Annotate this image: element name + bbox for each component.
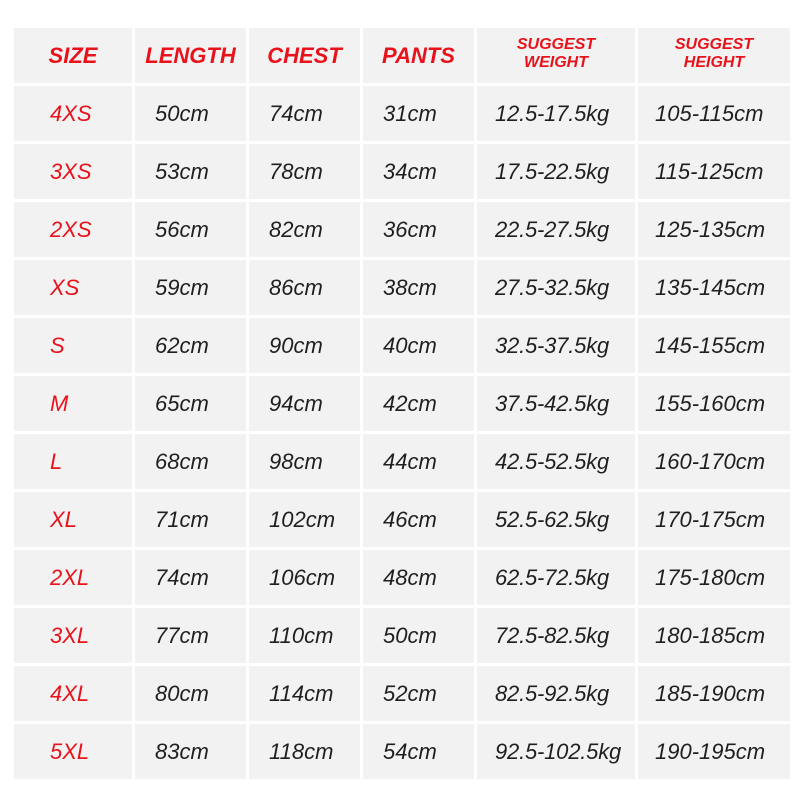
- pants-cell: 40cm: [363, 318, 474, 373]
- header-suggest-height-line2: HEIGHT: [683, 53, 745, 71]
- pants-cell: 52cm: [363, 666, 474, 721]
- length-cell: 77cm: [135, 608, 246, 663]
- header-suggest-height: [638, 28, 790, 83]
- chest-cell: 106cm: [249, 550, 360, 605]
- length-cell: 83cm: [135, 724, 246, 779]
- length-cell: 65cm: [135, 376, 246, 431]
- height-cell: 175-180cm: [638, 550, 790, 605]
- chest-cell: 98cm: [249, 434, 360, 489]
- pants-cell: 54cm: [363, 724, 474, 779]
- header-suggest-height-line1: SUGGEST: [674, 35, 754, 53]
- chest-cell: 110cm: [249, 608, 360, 663]
- size-cell: 2XS: [14, 202, 132, 257]
- weight-cell: 62.5-72.5kg: [477, 550, 635, 605]
- length-cell: 74cm: [135, 550, 246, 605]
- chest-cell: 90cm: [249, 318, 360, 373]
- chest-cell: 74cm: [249, 86, 360, 141]
- size-cell: M: [14, 376, 132, 431]
- weight-cell: 52.5-62.5kg: [477, 492, 635, 547]
- size-cell: 4XS: [14, 86, 132, 141]
- pants-cell: 42cm: [363, 376, 474, 431]
- pants-cell: 34cm: [363, 144, 474, 199]
- pants-cell: 38cm: [363, 260, 474, 315]
- pants-cell: 48cm: [363, 550, 474, 605]
- length-cell: 80cm: [135, 666, 246, 721]
- size-cell: 3XL: [14, 608, 132, 663]
- height-cell: 190-195cm: [638, 724, 790, 779]
- header-size: SIZE: [14, 28, 132, 83]
- length-cell: 68cm: [135, 434, 246, 489]
- weight-cell: 12.5-17.5kg: [477, 86, 635, 141]
- length-cell: 56cm: [135, 202, 246, 257]
- length-cell: 50cm: [135, 86, 246, 141]
- size-cell: 2XL: [14, 550, 132, 605]
- header-suggest-weight: [477, 28, 635, 83]
- chest-cell: 86cm: [249, 260, 360, 315]
- size-cell: L: [14, 434, 132, 489]
- size-chart-table: [14, 28, 790, 779]
- length-cell: 71cm: [135, 492, 246, 547]
- height-cell: 180-185cm: [638, 608, 790, 663]
- weight-cell: 82.5-92.5kg: [477, 666, 635, 721]
- header-suggest-weight-line1: SUGGEST: [516, 35, 596, 53]
- height-cell: 125-135cm: [638, 202, 790, 257]
- height-cell: 135-145cm: [638, 260, 790, 315]
- pants-cell: 50cm: [363, 608, 474, 663]
- pants-cell: 44cm: [363, 434, 474, 489]
- weight-cell: 37.5-42.5kg: [477, 376, 635, 431]
- pants-cell: 36cm: [363, 202, 474, 257]
- chest-cell: 114cm: [249, 666, 360, 721]
- height-cell: 145-155cm: [638, 318, 790, 373]
- weight-cell: 17.5-22.5kg: [477, 144, 635, 199]
- chest-cell: 82cm: [249, 202, 360, 257]
- pants-cell: 46cm: [363, 492, 474, 547]
- size-cell: 4XL: [14, 666, 132, 721]
- chest-cell: 94cm: [249, 376, 360, 431]
- weight-cell: 72.5-82.5kg: [477, 608, 635, 663]
- weight-cell: 32.5-37.5kg: [477, 318, 635, 373]
- size-cell: S: [14, 318, 132, 373]
- weight-cell: 27.5-32.5kg: [477, 260, 635, 315]
- size-cell: XL: [14, 492, 132, 547]
- weight-cell: 22.5-27.5kg: [477, 202, 635, 257]
- header-chest: CHEST: [249, 28, 360, 83]
- length-cell: 53cm: [135, 144, 246, 199]
- pants-cell: 31cm: [363, 86, 474, 141]
- header-pants: PANTS: [363, 28, 474, 83]
- header-suggest-weight-line2: WEIGHT: [524, 53, 588, 71]
- chest-cell: 102cm: [249, 492, 360, 547]
- length-cell: 59cm: [135, 260, 246, 315]
- weight-cell: 42.5-52.5kg: [477, 434, 635, 489]
- height-cell: 115-125cm: [638, 144, 790, 199]
- size-cell: 5XL: [14, 724, 132, 779]
- height-cell: 155-160cm: [638, 376, 790, 431]
- chest-cell: 78cm: [249, 144, 360, 199]
- size-cell: XS: [14, 260, 132, 315]
- chest-cell: 118cm: [249, 724, 360, 779]
- length-cell: 62cm: [135, 318, 246, 373]
- header-length: LENGTH: [135, 28, 246, 83]
- size-cell: 3XS: [14, 144, 132, 199]
- height-cell: 160-170cm: [638, 434, 790, 489]
- height-cell: 170-175cm: [638, 492, 790, 547]
- height-cell: 105-115cm: [638, 86, 790, 141]
- weight-cell: 92.5-102.5kg: [477, 724, 635, 779]
- height-cell: 185-190cm: [638, 666, 790, 721]
